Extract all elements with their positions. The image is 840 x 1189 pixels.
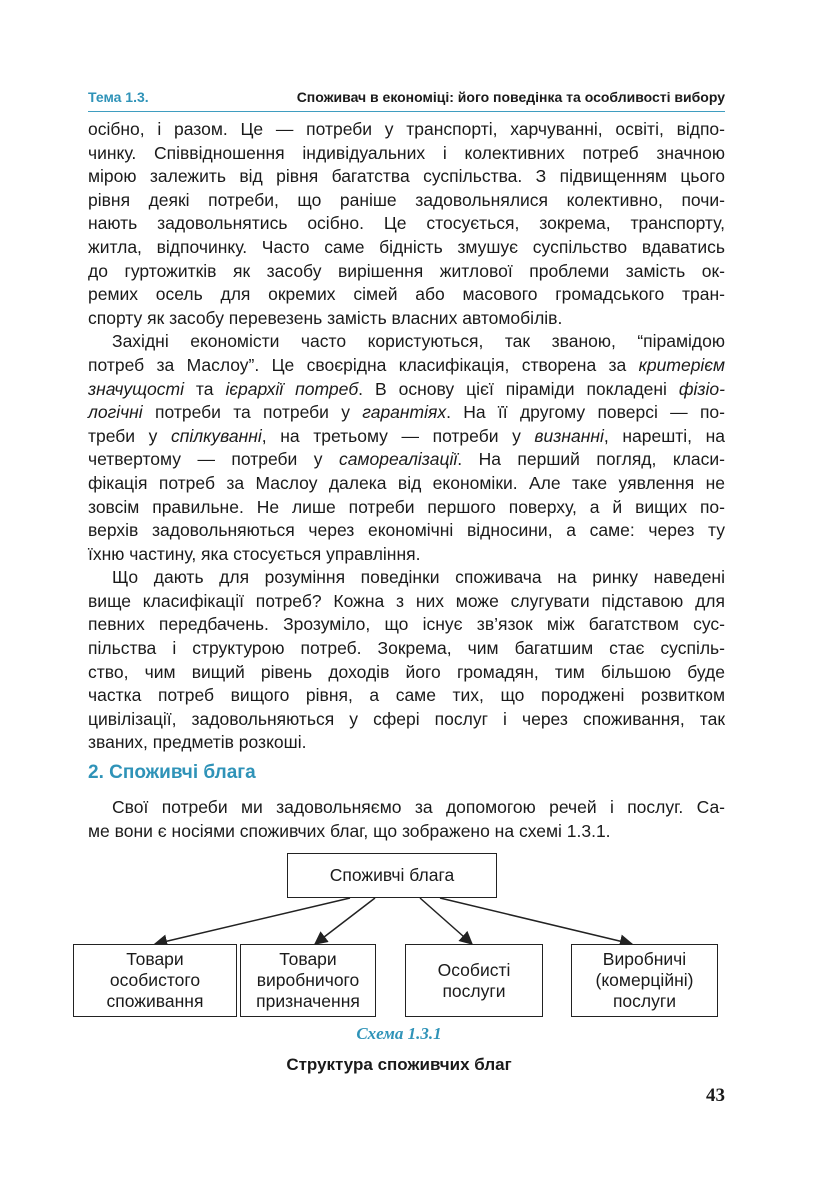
text-line [88, 378, 725, 402]
text-line: мірою залежить від рівня багатства суспільства. З підвищенням цього [88, 166, 725, 187]
italic-term: значущості [88, 378, 184, 399]
text-line: певних передбачень. Зрозуміло, що існує зв’язок між багатством сус- [88, 614, 725, 635]
italic-term: спілкуванні [171, 425, 262, 446]
text-span: потреб за Маслоу”. Це своєрідна класифікація, створена за [88, 354, 639, 375]
text-line: частка потреб вищого рівня, а саме тих, що породжені розвитком [88, 685, 725, 706]
text-line: нають задовольнятись осібно. Це стосується, зокрема, транспорту, [88, 213, 725, 234]
text-span: . На перший погляд, класи- [457, 449, 725, 470]
text-line [88, 448, 725, 472]
running-header [88, 89, 725, 112]
text-line: фікація потреб за Маслоу далека від економіки. Але таке уявлення не [88, 472, 725, 493]
text-line: до гуртожитків як засобу вирішення житлової проблеми замість ок- [88, 260, 725, 281]
box-line: послуги [612, 991, 677, 1011]
text-line: Що дають для розуміння поведінки споживача на ринку наведені [112, 567, 725, 588]
text-line: осібно, і разом. Це — потреби у транспорті, харчуванні, освіті, відпо- [88, 119, 725, 139]
italic-term: логічні [88, 402, 143, 423]
italic-term: гарантіях [362, 402, 447, 423]
text-span: треби у [88, 425, 171, 446]
text-line: ремих осель для окремих сімей або масового громадського тран- [88, 284, 725, 305]
page-number: 43 [706, 1085, 725, 1106]
text-line [88, 425, 725, 449]
text-line: верхів задовольняються через економічні відносини, а саме: через ту [88, 520, 725, 541]
text-line: зовсім правильне. Не лише потреби першого поверху, а й вищих по- [88, 496, 725, 517]
text-span: четвертому — потреби у [88, 449, 340, 470]
text-span: та [183, 378, 226, 399]
text-line: спорту як засобу перевезень замість власних автомобілів. [88, 307, 563, 328]
box-line: послуги [442, 980, 506, 1001]
body-text [88, 118, 725, 755]
text-line: пільства і структурою потреб. Зокрема, чим багатшим стає суспіль- [88, 638, 725, 659]
text-line: вище класифікації потреб? Кожна з них може слугувати підставою для [88, 590, 725, 611]
text-line: ме вони є носіями споживчих благ, що зображено на схемі 1.3.1. [88, 820, 611, 841]
box-line: Товари [126, 949, 184, 969]
text-span: . В основу цієї піраміди покладені [358, 378, 679, 399]
box-line: (комерційні) [595, 970, 694, 990]
italic-term: ієрархії потреб [225, 378, 359, 399]
box-line: Особисті [437, 959, 511, 980]
arrow-to-personal-services [420, 898, 472, 944]
box-line: призначення [256, 991, 360, 1011]
scheme-box-goods-production [240, 944, 376, 1017]
text-line [88, 354, 725, 378]
text-line: їхню частину, яка стосується управління. [88, 543, 421, 564]
topic-title: Споживач в економіці: його поведінка та особливості вибору [296, 89, 725, 105]
scheme-box-personal-services [405, 944, 543, 1017]
text-line: чинку. Співвідношення індивідуальних і колективних потреб значною [88, 142, 725, 163]
box-line: особистого [109, 970, 201, 990]
text-line: Свої потреби ми задовольняємо за допомогою речей і послуг. Са- [112, 797, 725, 817]
scheme-caption: Структура споживчих благ [286, 1055, 512, 1074]
scheme-root-label: Споживчі блага [329, 865, 455, 885]
text-span: , нарешті, на [603, 425, 725, 446]
text-line: ство, чим вищий рівень доходів його громадян, тим більшою буде [88, 661, 725, 682]
paragraph-2 [88, 330, 725, 566]
section-intro [88, 796, 725, 843]
text-span: . На її другому поверсі — по- [446, 402, 725, 423]
arrow-to-goods-production [315, 898, 375, 944]
box-line: виробничого [256, 970, 360, 990]
text-line: житла, відпочинку. Часто саме бідність змушує суспільство вдаватись [88, 236, 725, 257]
text-line [88, 401, 725, 425]
arrow-to-goods-personal [155, 898, 350, 944]
italic-term: самореалізації [339, 449, 458, 470]
section-heading: 2. Споживчі блага [88, 762, 256, 783]
scheme-box-goods-personal [73, 944, 237, 1017]
italic-term: визнанні [534, 425, 604, 446]
scheme-box-production-services [571, 944, 718, 1017]
arrow-to-production-services [440, 898, 632, 944]
text-line: цивілізації, задовольняються у сфері послуг і через споживання, так [88, 708, 725, 729]
box-line: Товари [279, 949, 337, 969]
topic-label: Тема 1.3. [88, 89, 149, 105]
text-line: Західні економісти часто користуються, так званою, “пірамідою [112, 331, 725, 352]
paragraph-1 [88, 118, 725, 330]
paragraph-3 [88, 566, 725, 755]
box-line: споживання [106, 991, 204, 1011]
text-line: рівня деякі потреби, що раніше задовольнялися колективно, почи- [88, 189, 725, 210]
text-span: потреби та потреби у [142, 402, 363, 423]
scheme-root-box [287, 853, 497, 898]
text-span: , на третьому — потреби у [261, 425, 535, 446]
text-line: званих, предметів розкоші. [88, 732, 307, 753]
scheme-number: Схема 1.3.1 [356, 1024, 442, 1043]
italic-term: критерієм [638, 354, 725, 375]
box-line: Виробничі [602, 949, 687, 969]
italic-term: фізіо- [678, 378, 725, 399]
